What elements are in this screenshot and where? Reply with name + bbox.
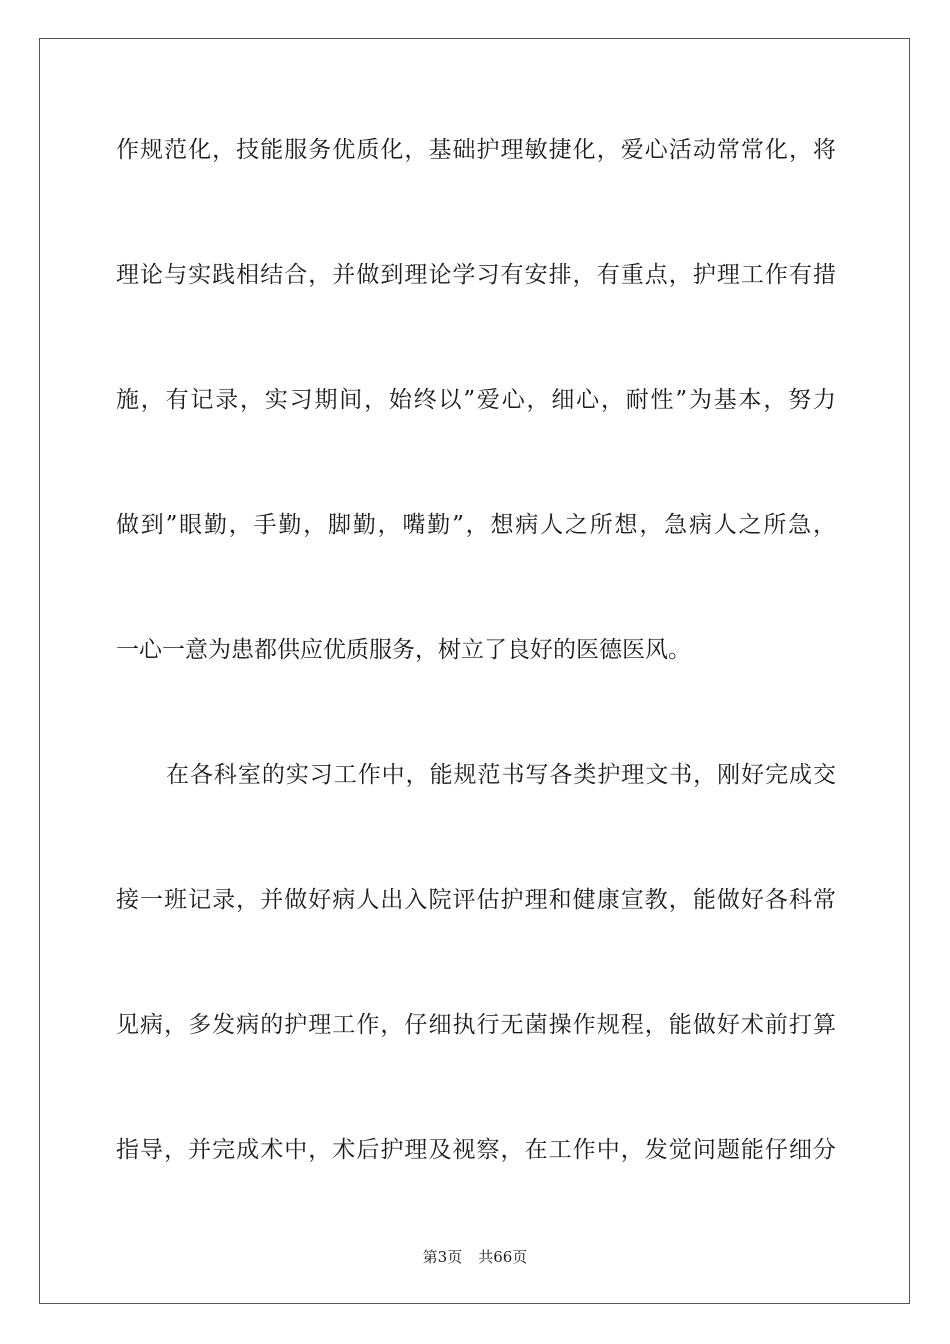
page-footer bbox=[0, 1245, 950, 1269]
page-border bbox=[39, 38, 910, 1304]
paragraph-line: 施，有记录，实习期间，始终以”爱心，细心，耐性”为基本，努力 bbox=[116, 387, 836, 413]
paragraph-line: 一心一意为患都供应优质服务，树立了良好的医德医风。 bbox=[116, 637, 691, 663]
paragraph-line: 作规范化，技能服务优质化，基础护理敏捷化，爱心活动常常化，将 bbox=[116, 137, 836, 163]
page-total: 共66页 bbox=[478, 1248, 528, 1266]
paragraph-line: 接一班记录，并做好病人出入院评估护理和健康宣教，能做好各科常 bbox=[116, 887, 836, 913]
paragraph-line: 理论与实践相结合，并做到理论学习有安排，有重点，护理工作有措 bbox=[116, 262, 836, 288]
paragraph-line: 指导，并完成术中，术后护理及视察，在工作中，发觉问题能仔细分 bbox=[116, 1137, 836, 1163]
paragraph-line: 见病，多发病的护理工作，仔细执行无菌操作规程，能做好术前打算 bbox=[116, 1012, 836, 1038]
paragraph-line: 在各科室的实习工作中，能规范书写各类护理文书，刚好完成交 bbox=[166, 762, 836, 788]
paragraph-line: 做到”眼勤，手勤，脚勤，嘴勤”，想病人之所想，急病人之所急， bbox=[116, 512, 836, 538]
page-number: 第3页 bbox=[422, 1248, 463, 1266]
